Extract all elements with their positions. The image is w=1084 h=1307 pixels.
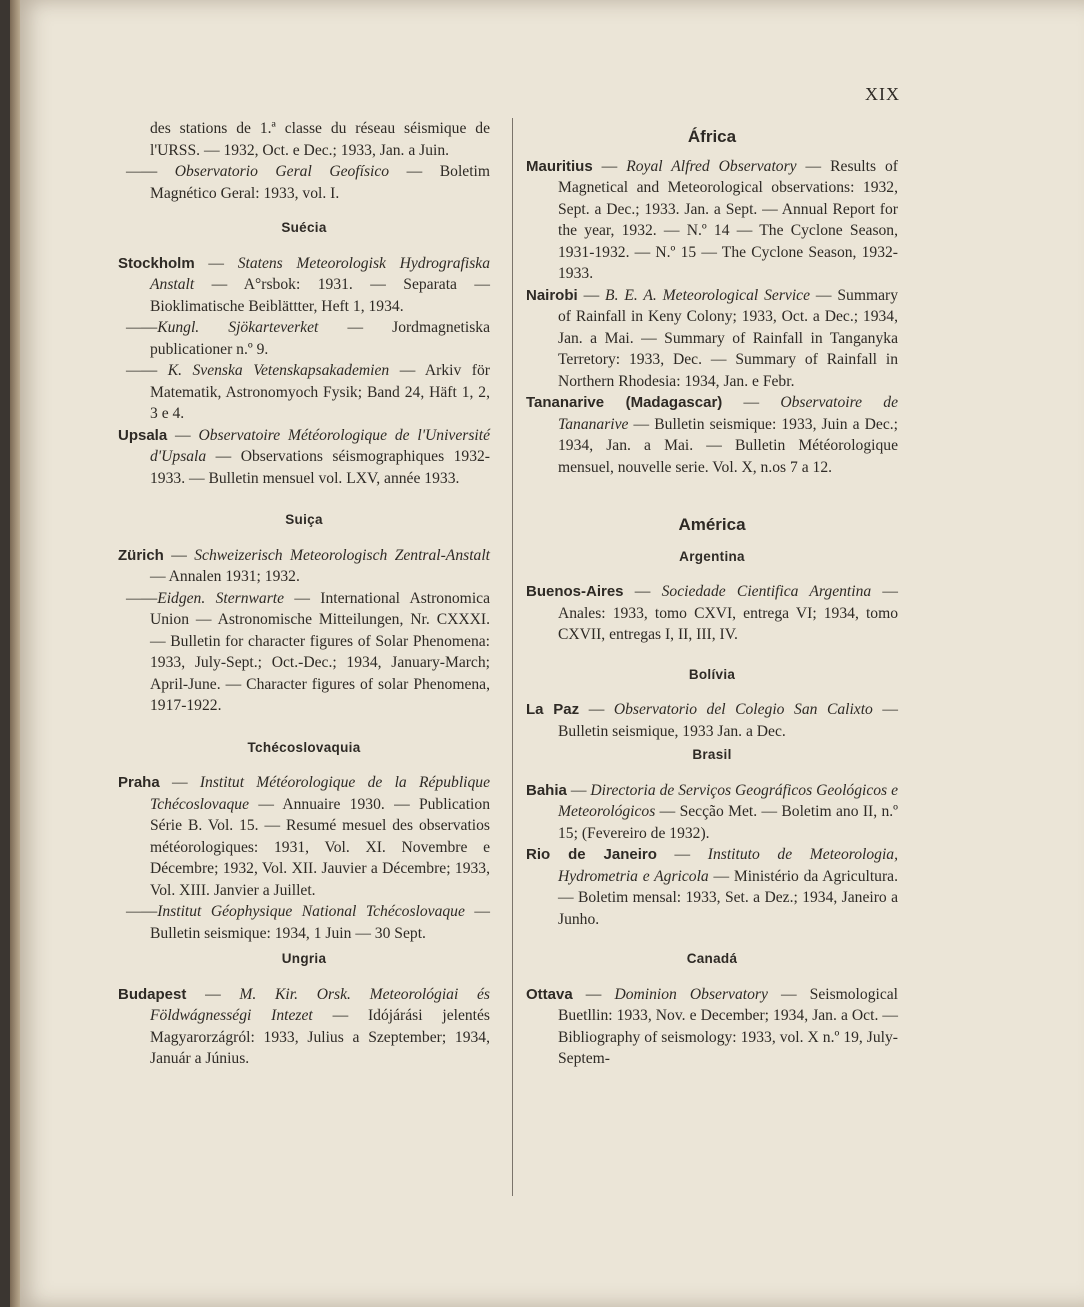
right-column <box>526 118 898 1070</box>
left-column <box>118 118 490 1070</box>
city-name: Stockholm <box>118 254 195 272</box>
binding-edge <box>10 0 20 1307</box>
entry-zurich: Zürich — Schweizerisch Meteorologisch Zentral-Anstalt — Annalen 1931; 1932. <box>118 546 490 585</box>
institution-name: Statens Meteorologisk Hydrografiska Anstalt <box>150 254 491 293</box>
city-name: Nairobi <box>526 286 578 304</box>
country-heading-suica: Suiça <box>285 512 323 527</box>
institution-name: Schweizerisch Meteorologisch Zentral-Anstalt <box>194 546 490 564</box>
country-heading-canada: Canadá <box>686 951 738 966</box>
country-heading-tchecoslovaquia: Tchécoslovaquia <box>247 739 361 755</box>
country-heading-ungria: Ungria <box>281 951 327 966</box>
entry-rio-de-janeiro: Rio de Janeiro — Instituto de Meteorologia, Hydrometria e Agricola — Ministério da Agricultura. — Boletim mensal: 1933, Set. a Dez.; 1934, Janeiro a Junho. <box>526 846 898 928</box>
region-heading-africa: África <box>687 127 737 146</box>
city-name: Upsala <box>118 426 168 444</box>
entry-stockholm: Stockholm — Statens Meteorologisk Hydrografiska Anstalt — A°rsbok: 1931. — Separata — Bioklimatische Beiblättter, Heft 1, 1934. <box>118 254 491 315</box>
country-heading-brasil: Brasil <box>692 747 732 762</box>
institution-name: Directoria de Serviços Geográficos Geológicos e Meteorológicos <box>558 781 898 820</box>
city-name: Mauritius <box>526 157 593 175</box>
entry-mauritius: Mauritius — Royal Alfred Observatory — Results of Magnetical and Meteorological observations: 1932, Sept. a Dec.; 1933. Jan. a Sept. — Annual Report for the year, 1932. — N.º 14 — The Cyclone Season, 1931-1932. — N.º 15 — The Cyclone Season, 1932-1933. <box>526 157 898 282</box>
institution-name: Kungl. Sjökarteverket <box>157 319 319 336</box>
book-page <box>10 0 1084 1307</box>
intro-text: des stations de 1.ª classe du réseau séismique de l'URSS. — 1932, Oct. e Dec.; 1933, Jan. a Juin. <box>150 120 490 159</box>
entry-observatorio-geral: —— Observatorio Geral Geofísico — Boletim Magnético Geral: 1933, vol. I. <box>126 163 490 202</box>
city-name: Ottava <box>526 985 573 1003</box>
institution-name: Observatorio Geral Geofísico <box>174 163 390 180</box>
entry-geophysique: ——Institut Géophysique National Tchécoslovaque — Bulletin seismique: 1934, 1 Juin — 30 Sept. <box>126 903 490 942</box>
institution-name: Institut Géophysique National Tchécoslovaque <box>157 903 465 920</box>
entry-la-paz: La Paz — Observatorio del Colegio San Calixto — Bulletin seismique, 1933 Jan. a Dec. <box>526 701 898 740</box>
city-name: Praha <box>118 774 160 791</box>
country-heading-bolivia: Bolívia <box>688 666 736 682</box>
page-number: XIX <box>865 84 900 104</box>
entry-upsala: Upsala — Observatoire Météorologique de l'Université d'Upsala — Observations séismographiques 1932-1933. — Bulletin mensuel vol. LXV, année 1933. <box>118 426 490 487</box>
city-name: Rio de Janeiro <box>526 846 657 863</box>
city-name: La Paz <box>526 701 580 718</box>
entry-buenos-aires: Buenos-Aires — Sociedade Cientifica Argentina — Anales: 1933, tomo CXVI, entrega VI; 1934, tomo CXVII, entregas I, II, III, IV. <box>526 583 899 643</box>
entry-svenska: —— K. Svenska Vetenskapsakademien — Arkiv för Matematik, Astronomyoch Fysik; Band 24, Häft 1, 2, 3 e 4. <box>126 362 490 422</box>
entry-budapest: Budapest — M. Kir. Orsk. Meteorológiai és Földwágnességi Intezet — Idójárási jelentés Magyarorzágról: 1933, Julius a Szeptember; 1934, Január a Június. <box>118 985 490 1067</box>
entry-praha: Praha — Institut Météorologique de la République Tchécoslovaque — Annuaire 1930. — Publication Série B. Vol. 15. — Resumé mesuel des observatios météorologiques: 1931, Vol. XI. Novembre e Décembre; 1932, Vol. XII. Jauvier a Décembre; 1933, Vol. XIII. Janvier a Juillet. <box>118 774 490 899</box>
city-name: Bahia <box>526 781 567 799</box>
institution-name: Observatoire Météorologique de l'Université d'Upsala <box>150 426 490 465</box>
city-name: Buenos-Aires <box>526 583 624 600</box>
institution-name: B. E. A. Meteorological Service <box>605 286 810 304</box>
country-heading-argentina: Argentina <box>679 548 745 564</box>
city-name: Budapest <box>118 985 187 1003</box>
entry-eidgen: ——Eidgen. Sternwarte — International Astronomica Union — Astronomische Mitteilungen, Nr. CXXXI. — Bulletin for character figures of Solar Phenomena: 1933, July-Sept.; Oct.-Dec.; 1934, January-March; April-June. — Character figures of solar Phenomena, 1917-1922. <box>126 589 490 714</box>
entry-tananarive: Tananarive (Madagascar) — Observatoire de Tananarive — Bulletin seismique: 1933, Juin a Dec.; 1934, Jan. a Mai. — Bulletin Météorologique mensuel, nouvelle serie. Vol. X, n.os 7 a 12. <box>526 394 898 476</box>
city-name: Zürich <box>118 546 164 564</box>
institution-name: M. Kir. Orsk. Meteorológiai és Földwágnességi Intezet <box>150 985 490 1024</box>
institution-name: Royal Alfred Observatory <box>626 157 797 175</box>
institution-name: Institut Météorologique de la République Tchécoslovaque <box>150 774 490 813</box>
country-heading-suecia: Suécia <box>281 220 327 235</box>
city-name: Tananarive (Madagascar) <box>526 394 723 411</box>
entry-kungl: ——Kungl. Sjökarteverket — Jordmagnetiska publicationer n.º 9. <box>126 319 490 358</box>
institution-name: Observatorio del Colegio San Calixto <box>613 701 873 718</box>
column-divider <box>512 118 513 1196</box>
institution-name: Observatoire de Tananarive <box>558 394 898 433</box>
institution-name: Eidgen. Sternwarte <box>157 589 285 607</box>
region-heading-america: América <box>678 515 746 534</box>
entry-ottava: Ottava — Dominion Observatory — Seismological Buetllin: 1933, Nov. e December; 1934, Jan. a Oct. — Bibliography of seismology: 1933, vol. X n.º 19, July-Septem- <box>526 985 898 1067</box>
institution-name: K. Svenska Vetenskapsakademien <box>167 362 390 379</box>
institution-name: Sociedade Cientifica Argentina <box>661 583 872 600</box>
entry-nairobi: Nairobi — B. E. A. Meteorological Service — Summary of Rainfall in Keny Colony; 1933, Oct. a Dec.; 1934, Jan. a Mai. — Summary of Rainfall in Tanganyka Terretory: 1933, Dec. — Summary of Rainfall in Northern Rhodesia: 1934, Jan. e Febr. <box>526 286 898 390</box>
institution-name: Instituto de Meteorologia, Hydrometria e Agricola <box>558 846 898 885</box>
institution-name: Dominion Observatory <box>614 985 768 1003</box>
entry-bahia: Bahia — Directoria de Serviços Geográficos Geológicos e Meteorológicos — Secção Met. — Boletim ano II, n.º 15; (Fevereiro de 1932). <box>526 781 898 842</box>
